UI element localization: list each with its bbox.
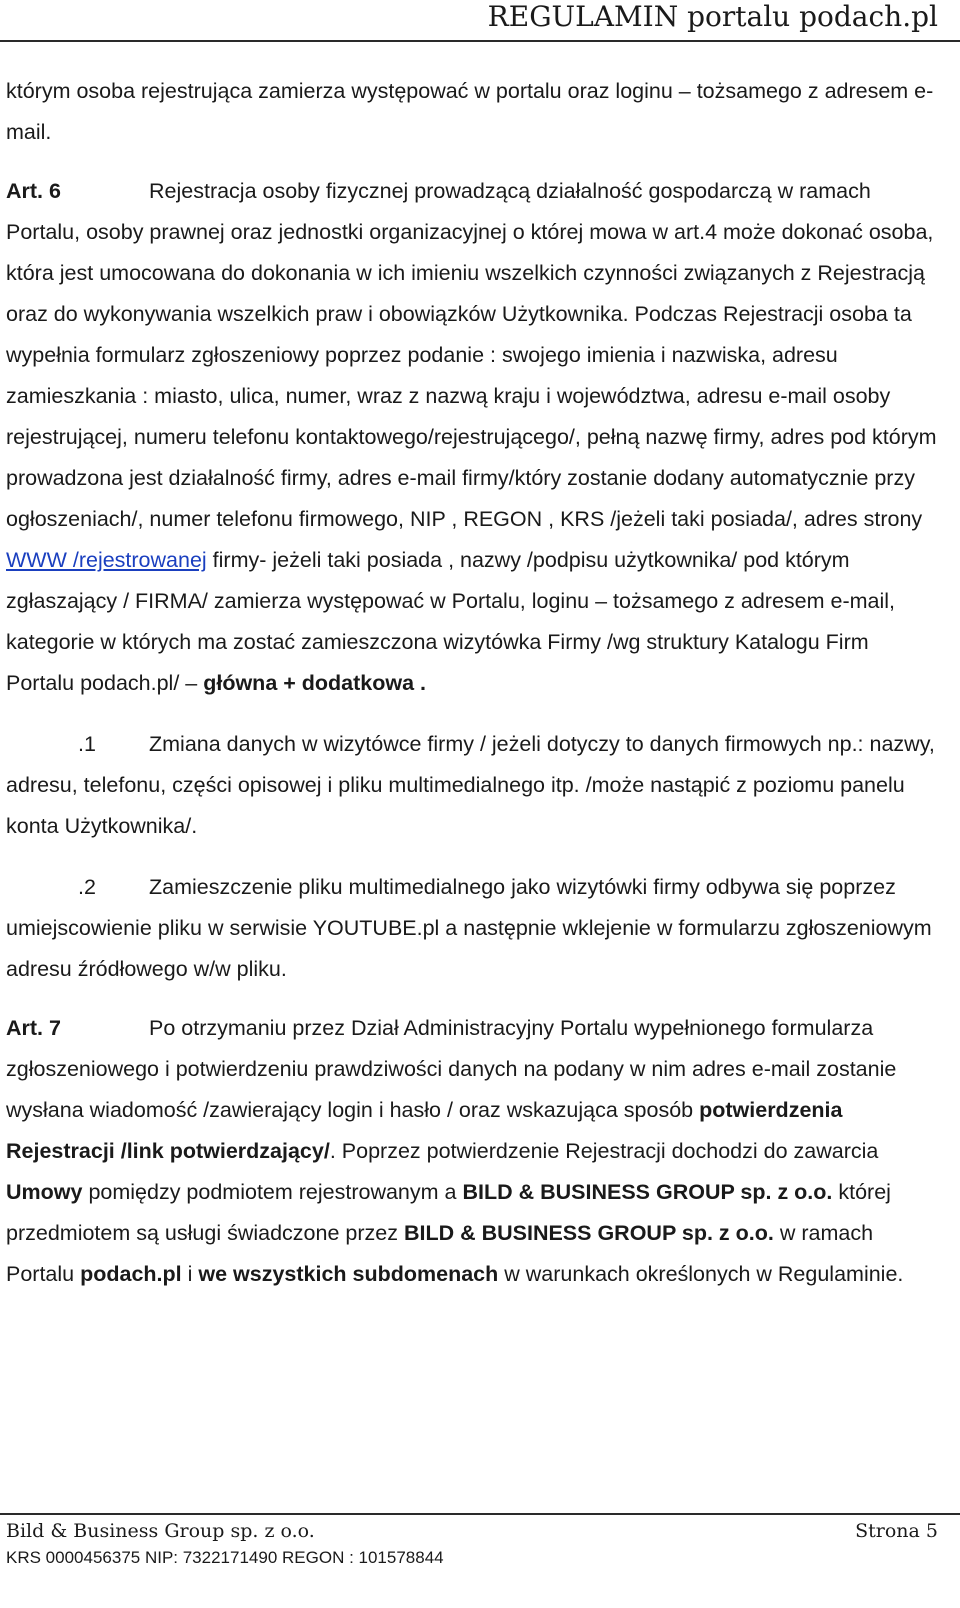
subsection-1 bbox=[6, 724, 940, 847]
website-link[interactable]: WWW /rejestrowanej bbox=[6, 548, 207, 572]
article-7-label: Art. 7 bbox=[6, 1016, 61, 1040]
header-divider bbox=[0, 40, 960, 42]
document-body bbox=[6, 71, 940, 1295]
article-6-text-part2: firmy- jeżeli taki posiada , nazwy /podpisu użytkownika/ pod którym zgłaszający / FIRMA/ zamierza występować w Portalu, loginu – tożsamego z adresem e-mail, kategorie w których ma zostać zamieszczona wizytówka Firmy /wg struktury Katalogu Firm Portalu podach.pl/ – bbox=[6, 548, 896, 695]
article-7-bold-2: Umowy bbox=[6, 1180, 83, 1204]
article-7-bold-1: potwierdzenia Rejestracji /link potwierdzający/ bbox=[6, 1098, 843, 1163]
article-7-bold-3: BILD & BUSINESS GROUP sp. z o.o. bbox=[462, 1180, 833, 1204]
article-7-text-5: w ramach Portalu bbox=[6, 1221, 874, 1286]
subsection-1-label: .1 bbox=[78, 732, 96, 756]
article-7-bold-4: BILD & BUSINESS GROUP sp. z o.o. bbox=[403, 1221, 774, 1245]
page-header-title: REGULAMIN portalu podach.pl bbox=[487, 0, 938, 33]
article-7-text-4: której przedmiotem są usługi świadczone przez bbox=[6, 1180, 891, 1245]
article-7-text-1: Po otrzymaniu przez Dział Administracyjny Portalu wypełnionego formularza zgłoszeniowego i potwierdzeniu prawdziwości danych na podany w nim adres e-mail zostanie wysłana wiadomość /zawierający login i hasło / oraz wskazująca sposób bbox=[6, 1016, 897, 1122]
article-6 bbox=[6, 171, 940, 704]
subsection-2 bbox=[6, 867, 940, 990]
article-7-text-7: w warunkach określonych w Regulaminie. bbox=[498, 1262, 904, 1286]
footer-divider bbox=[0, 1513, 960, 1515]
footer-page-number: Strona 5 bbox=[855, 1520, 938, 1542]
article-7-text-3: pomiędzy podmiotem rejestrowanym a bbox=[82, 1180, 463, 1204]
paragraph-continuation: którym osoba rejestrująca zamierza występować w portalu oraz loginu – tożsamego z adresem e-mail. bbox=[6, 79, 934, 144]
footer-registration-ids: KRS 0000456375 NIP: 7322171490 REGON : 101578844 bbox=[6, 1548, 444, 1567]
article-7-bold-5: podach.pl bbox=[80, 1262, 182, 1286]
article-6-bold-end: główna + dodatkowa bbox=[203, 671, 415, 695]
article-7-text-6: i bbox=[181, 1262, 199, 1286]
article-7 bbox=[6, 1008, 940, 1295]
article-6-text-part1: Rejestracja osoby fizycznej prowadzącą działalność gospodarczą w ramach Portalu, osoby prawnej oraz jednostki organizacyjnej o której mowa w art.4 może dokonać osoba, która jest umocowana do dokonania w ich imieniu wszelkich czynności związanych z Rejestracją oraz do wykonywania wszelkich praw i obowiązków Użytkownika. Podczas Rejestracji osoba ta wypełnia formularz zgłoszeniowy poprzez podanie : swojego imienia i nazwiska, adresu zamieszkania : miasto, ulica, numer, wraz z nazwą kraju i województwa, adresu e-mail osoby rejestrującej, numeru telefonu kontaktowego/rejestrującego/, pełną nazwę firmy, adres pod którym prowadzona jest działalność firmy, adres e-mail firmy/który zostanie dodany automatycznie przy ogłoszeniach/, numer telefonu firmowego, NIP , REGON , KRS /jeżeli taki posiada/, adres strony bbox=[6, 179, 937, 531]
article-7-text-2: . Poprzez potwierdzenie Rejestracji dochodzi do zawarcia bbox=[329, 1139, 879, 1163]
article-6-end-punct: . bbox=[414, 671, 427, 695]
subsection-1-text: Zmiana danych w wizytówce firmy / jeżeli dotyczy to danych firmowych np.: nazwy, adresu, telefonu, części opisowej i pliku multimedialnego itp. /może nastąpić z poziomu panelu konta Użytkownika/. bbox=[6, 732, 935, 838]
footer-company: Bild & Business Group sp. z o.o. bbox=[6, 1520, 315, 1542]
article-7-bold-6: we wszystkich subdomenach bbox=[198, 1262, 499, 1286]
subsection-2-label: .2 bbox=[78, 875, 96, 899]
article-6-label: Art. 6 bbox=[6, 179, 61, 203]
subsection-2-text: Zamieszczenie pliku multimedialnego jako wizytówki firmy odbywa się poprzez umiejscowienie pliku w serwisie YOUTUBE.pl a następnie wklejenie w formularzu zgłoszeniowym adresu źródłowego w/w pliku. bbox=[6, 875, 932, 981]
